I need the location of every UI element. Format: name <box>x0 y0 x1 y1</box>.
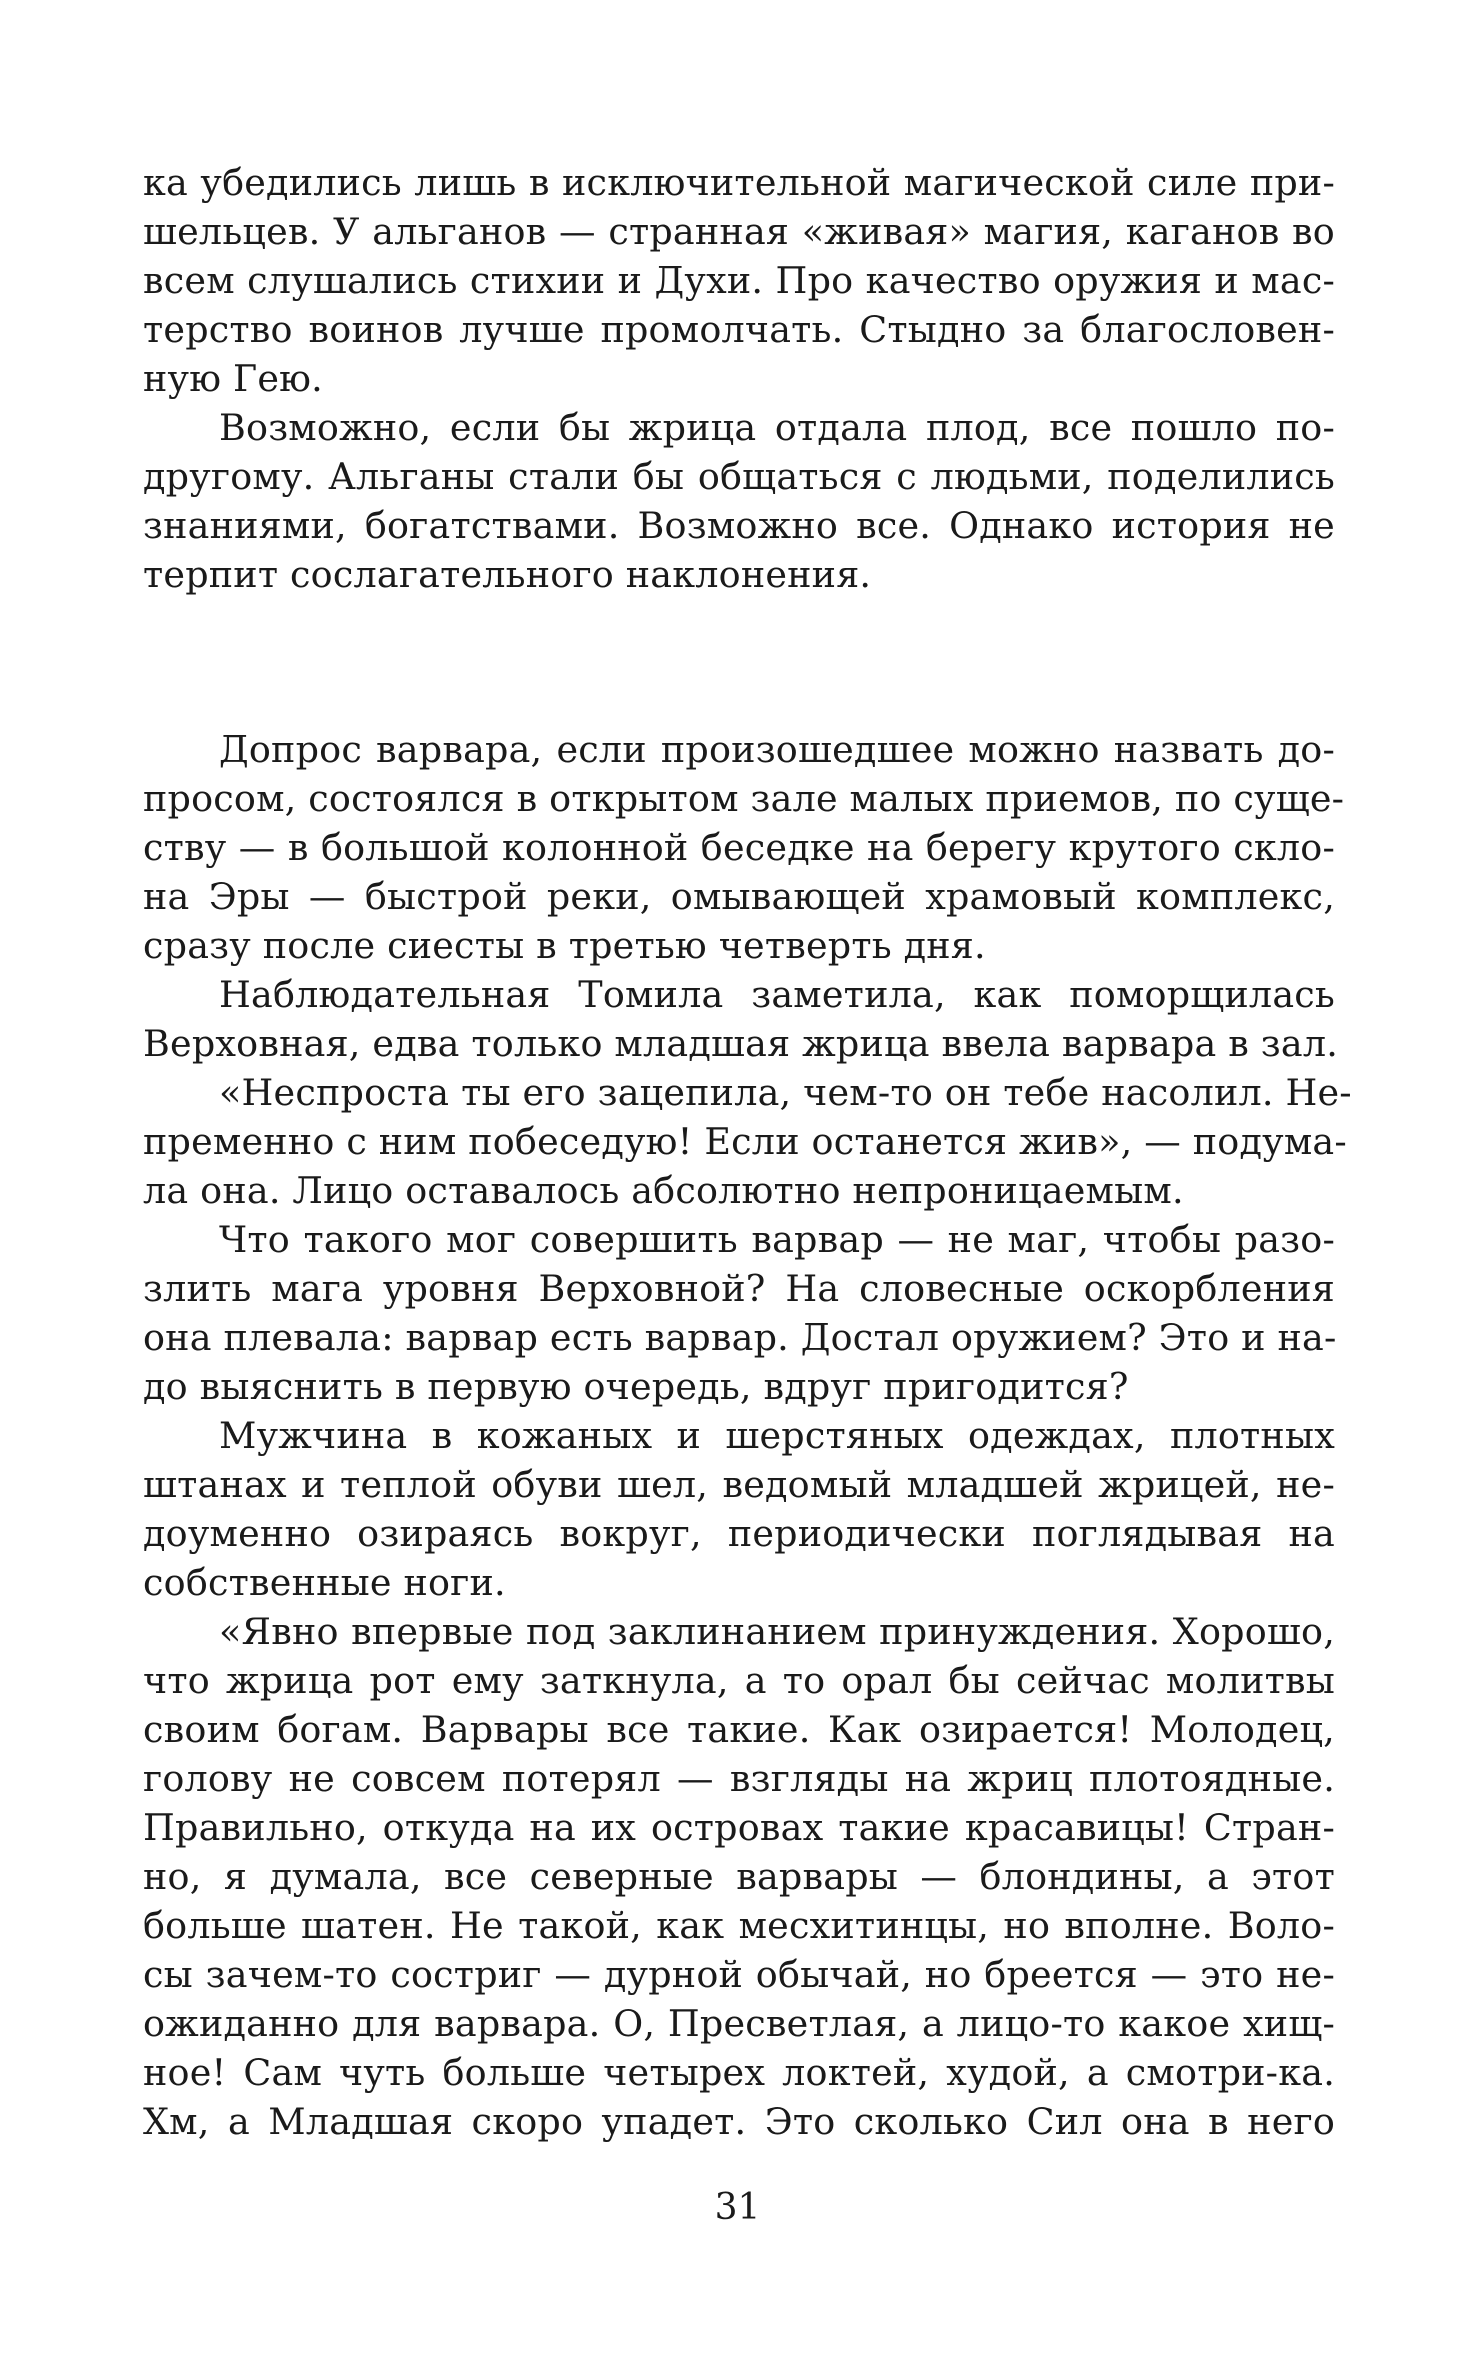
text-line: злить мага уровня Верховной? На словесные оскорбления <box>143 1267 1335 1310</box>
text-block-bottom <box>143 725 1352 2146</box>
text-line: больше шатен. Не такой, как месхитинцы, но вполне. Воло- <box>143 1904 1335 1947</box>
text-line: ству — в большой колонной беседке на берегу крутого скло- <box>143 826 1335 869</box>
page-number: 31 <box>714 2187 761 2228</box>
text-line: своим богам. Варвары все такие. Как озирается! Молодец, <box>143 1708 1335 1751</box>
text-block-top <box>143 158 1335 599</box>
text-line: пременно с ним побеседую! Если останется жив», — подума- <box>143 1120 1347 1163</box>
text-line: Верховная, едва только младшая жрица ввела варвара в зал. <box>143 1022 1339 1065</box>
text-line: Правильно, откуда на их островах такие красавицы! Стран- <box>143 1806 1335 1849</box>
text-line: терство воинов лучше промолчать. Стыдно за благословен- <box>143 308 1335 351</box>
text-line: голову не совсем потерял — взгляды на жриц плотоядные. <box>143 1757 1335 1800</box>
text-line: Возможно, если бы жрица отдала плод, все пошло по- <box>219 406 1335 449</box>
text-line: знаниями, богатствами. Возможно все. Однако история не <box>143 504 1335 547</box>
text-line: Наблюдательная Томила заметила, как поморщилась <box>219 973 1335 1016</box>
text-line: на Эры — быстрой реки, омывающей храмовый комплекс, <box>143 875 1335 918</box>
text-line: Хм, а Младшая скоро упадет. Это сколько Сил она в него <box>143 2100 1335 2143</box>
text-line: доуменно озираясь вокруг, периодически поглядывая на <box>143 1512 1335 1555</box>
text-line: ную Гею. <box>143 357 323 400</box>
text-line: ка убедились лишь в исключительной магической силе при- <box>143 161 1335 204</box>
text-line: всем слушались стихии и Духи. Про качество оружия и мас- <box>143 259 1335 302</box>
text-line: собственные ноги. <box>143 1561 506 1604</box>
text-line: просом, состоялся в открытом зале малых приемов, по суще- <box>143 777 1345 820</box>
text-line: что жрица рот ему заткнула, а то орал бы сейчас молитвы <box>143 1659 1335 1702</box>
text-line: Что такого мог совершить варвар — не маг, чтобы разо- <box>219 1218 1335 1261</box>
text-line: другому. Альганы стали бы общаться с людьми, поделились <box>143 455 1335 498</box>
text-line: «Явно впервые под заклинанием принуждения. Хорошо, <box>219 1610 1335 1653</box>
text-line: но, я думала, все северные варвары — блондины, а этот <box>143 1855 1335 1898</box>
text-line: ожиданно для варвара. О, Пресветлая, а лицо-то какое хищ- <box>143 2002 1335 2045</box>
text-line: ное! Сам чуть больше четырех локтей, худой, а смотри-ка. <box>143 2051 1335 2094</box>
text-line: шельцев. У альганов — странная «живая» магия, каганов во <box>143 210 1335 253</box>
text-line: сы зачем-то состриг — дурной обычай, но бреется — это не- <box>143 1953 1335 1996</box>
text-line: сразу после сиесты в третью четверть дня. <box>143 924 986 967</box>
text-line: Мужчина в кожаных и шерстяных одеждах, плотных <box>219 1414 1335 1457</box>
text-line: терпит сослагательного наклонения. <box>143 553 872 596</box>
text-line: штанах и теплой обуви шел, ведомый младшей жрицей, не- <box>143 1463 1335 1506</box>
text-line: она плевала: варвар есть варвар. Достал оружием? Это и на- <box>143 1316 1337 1359</box>
text-line: Допрос варвара, если произошедшее можно назвать до- <box>219 728 1335 771</box>
text-line: ла она. Лицо оставалось абсолютно непроницаемым. <box>143 1169 1184 1212</box>
text-line: до выяснить в первую очередь, вдруг пригодится? <box>143 1365 1129 1408</box>
text-line: «Неспроста ты его зацепила, чем-то он тебе насолил. Не- <box>219 1071 1352 1114</box>
